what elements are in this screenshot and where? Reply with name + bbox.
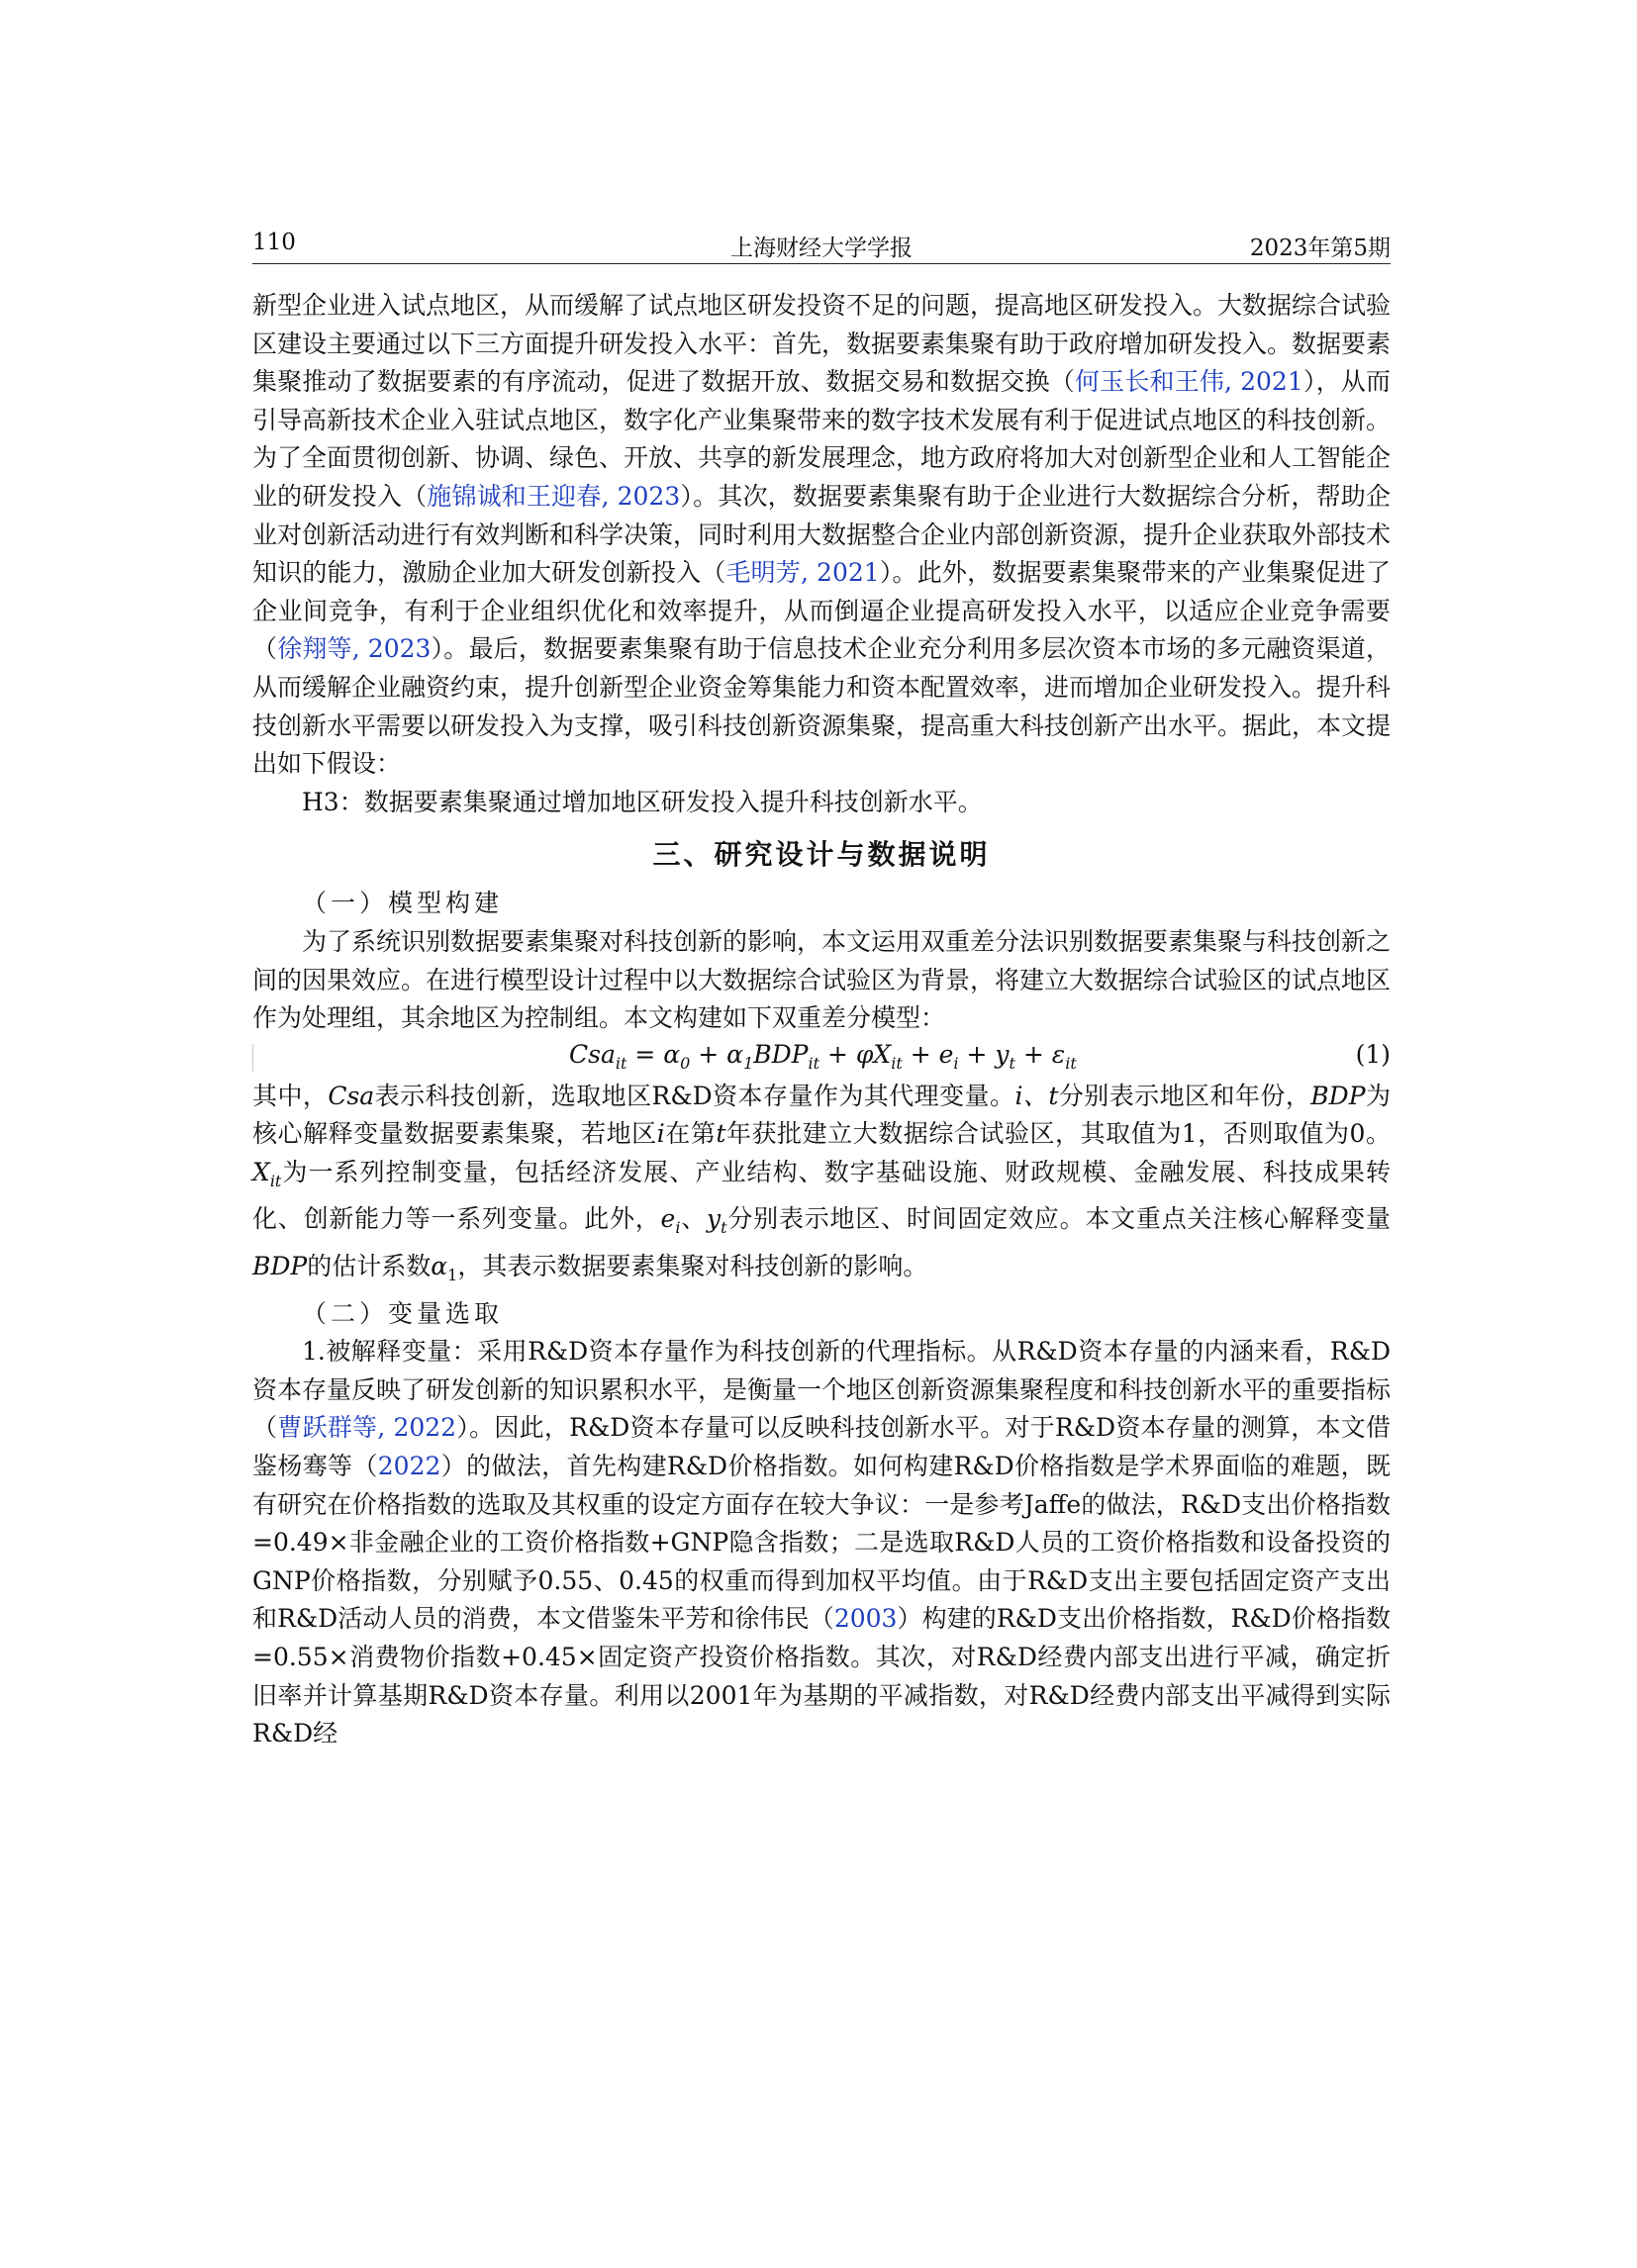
subsection-heading-model: （一）模型构建: [302, 889, 504, 918]
equation-1: [252, 1038, 1391, 1078]
citation-link[interactable]: 毛明芳, 2021: [725, 558, 880, 588]
citation-link[interactable]: 曹跃群等, 2022: [277, 1413, 457, 1443]
page-header: [252, 226, 1391, 265]
paragraph-dependent-variable: 1.被解释变量：采用R&D资本存量作为科技创新的代理指标。从R&D资本存量的内涵来看，R&D资本存量反映了研发创新的知识累积水平，是衡量一个地区创新资源集聚程度和科技创新水平的重要指标（曹跃群等, 2022）。因此，R&D资本存量可以反映科技创新水平。对于R&D资本存量的测算，本文借鉴杨骞等（2022）的做法，首先构建R&D价格指数。如何构建R&D价格指数是学术界面临的难题，既有研究在价格指数的选取及其权重的设定方面存在较大争议：一是参考Jaffe的做法，R&D支出价格指数=0.49×非金融企业的工资价格指数+GNP隐含指数；二是选取R&D人员的工资价格指数和设备投资的GNP价格指数，分别赋予0.55、0.45的权重而得到加权平均值。由于R&D支出主要包括固定资产支出和R&D活动人员的消费，本文借鉴朱平芳和徐伟民（2003）构建的R&D支出价格指数，R&D价格指数=0.55×消费物价指数+0.45×固定资产投资价格指数。其次，对R&D经费内部支出进行平减，确定折旧率并计算基期R&D资本存量。利用以2001年为基期的平减指数，对R&D经费内部支出平减得到实际R&D经: [252, 1337, 1392, 1748]
paragraph-variables: 其中，Csa表示科技创新，选取地区R&D资本存量作为其代理变量。i、t分别表示地区和年份，BDP为核心解释变量数据要素集聚，若地区i在第t年获批建立大数据综合试验区，其取值为1，否则取值为0。$X_{it}$为一系列控制变量，包括经济发展、产业结构、数字基础设施、财政规模、金融发展、科技成果转化、创新能力等一系列变量。此外，$e_i$、$y_t$分别表示地区、时间固定效应。本文重点关注核心解释变量BDP的估计系数$\alpha_1$，其表示数据要素集聚对科技创新的影响。: [252, 1081, 1391, 1285]
equation-expression: $Csa_{it} = \alpha_0 + \alpha_1BDP_{it} + \varphi X_{it} + e_i + y_t + \varepsilon_{it}$: [569, 1039, 1077, 1073]
citation-link[interactable]: 徐翔等, 2023: [277, 634, 432, 664]
subsection-heading-variables: （二）变量选取: [302, 1298, 504, 1328]
section-heading: 三、研究设计与数据说明: [652, 838, 991, 872]
page-body: [252, 287, 1391, 1753]
paragraph-continuation: 新型企业进入试点地区，从而缓解了试点地区研发投资不足的问题，提高地区研发投入。大数据综合试验区建设主要通过以下三方面提升研发投入水平：首先，数据要素集聚有助于政府增加研发投入。数据要素集聚推动了数据要素的有序流动，促进了数据开放、数据交易和数据交换（何玉长和王伟, 2021），从而引导高新技术企业入驻试点地区，数字化产业集聚带来的数字技术发展有利于促进试点地区的科技创新。为了全面贯彻创新、协调、绿色、开放、共享的新发展理念，地方政府将加大对创新型企业和人工智能企业的研发投入（施锦诚和王迎春, 2023）。其次，数据要素集聚有助于企业进行大数据综合分析，帮助企业对创新活动进行有效判断和科学决策，同时利用大数据整合企业内部创新资源，提升企业获取外部技术知识的能力，激励企业加大研发创新投入（毛明芳, 2021）。此外，数据要素集聚带来的产业集聚促进了企业间竞争，有利于企业组织优化和效率提升，从而倒逼企业提高研发投入水平，以适应企业竞争需要（徐翔等, 2023）。最后，数据要素集聚有助于信息技术企业充分利用多层次资本市场的多元融资渠道，从而缓解企业融资约束，提升创新型企业资金筹集能力和资本配置效率，进而增加企业研发投入。提升科技创新水平需要以研发投入为支撑，吸引科技创新资源集聚，提高重大科技创新产出水平。据此，本文提出如下假设：: [252, 291, 1392, 779]
citation-link[interactable]: 何玉长和王伟, 2021: [1074, 367, 1303, 397]
hypothesis-h3: H3：数据要素集聚通过增加地区研发投入提升科技创新水平。: [302, 787, 983, 816]
header-rule: [252, 263, 1391, 264]
journal-title: 上海财经大学学报: [730, 236, 913, 261]
equation-number: (1): [1355, 1039, 1391, 1069]
citation-link[interactable]: 2022: [377, 1452, 441, 1481]
citation-link[interactable]: 2003: [833, 1604, 898, 1634]
paragraph-model: 为了系统识别数据要素集聚对科技创新的影响，本文运用双重差分法识别数据要素集聚与科技创新之间的因果效应。在进行模型设计过程中以大数据综合试验区为背景，将建立大数据综合试验区的试点地区作为处理组，其余地区为控制组。本文构建如下双重差分模型：: [252, 926, 1392, 1033]
issue-label: 2023年第5期: [1249, 236, 1391, 261]
equation-marker: [252, 1044, 253, 1072]
citation-link[interactable]: 施锦诚和王迎春, 2023: [427, 481, 681, 511]
page-number: 110: [252, 230, 296, 255]
